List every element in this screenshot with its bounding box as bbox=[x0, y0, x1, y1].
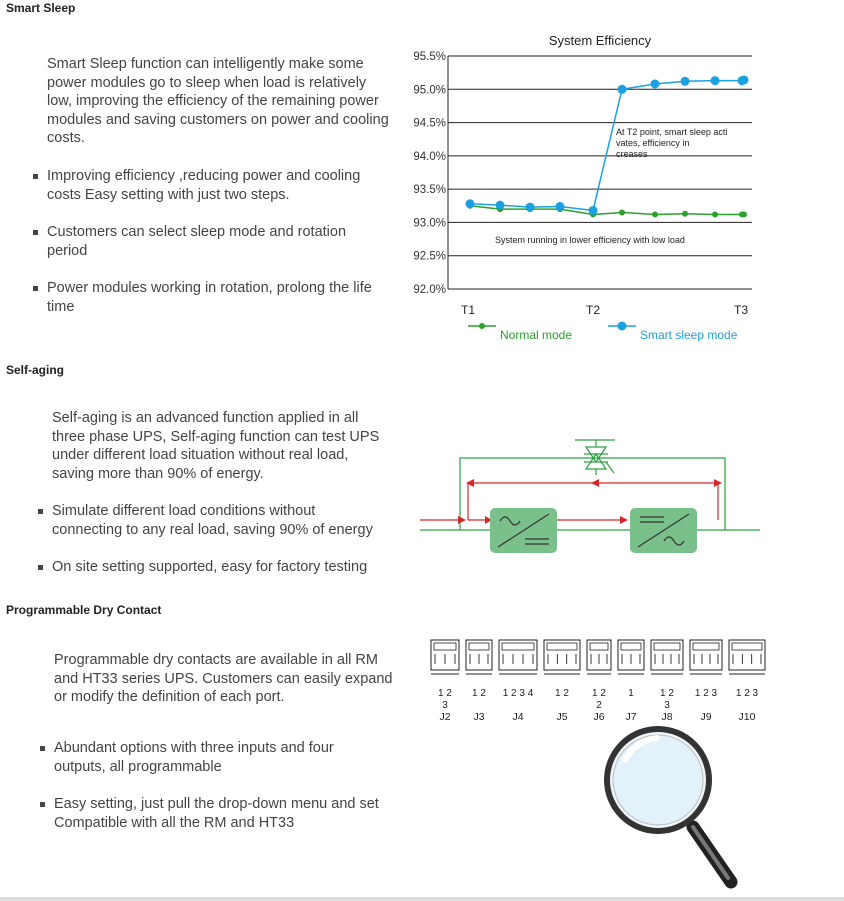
connector-latch bbox=[434, 643, 456, 650]
bullet-dot-icon bbox=[33, 174, 38, 179]
connector-label: J7 bbox=[625, 711, 637, 723]
connector-pins-label: 1 2 bbox=[555, 688, 569, 699]
legend-marker bbox=[479, 323, 485, 329]
series-line bbox=[470, 80, 744, 210]
section-title-smart-sleep: Smart Sleep bbox=[6, 1, 76, 15]
connector-label: J9 bbox=[700, 711, 712, 723]
dry-contact-diagram bbox=[425, 630, 770, 895]
y-tick-label: 95.5% bbox=[413, 51, 446, 63]
section-title-self-aging: Self-aging bbox=[6, 363, 65, 377]
connector-label: J5 bbox=[556, 711, 568, 723]
connector-pins-label: 1 2 3 bbox=[735, 688, 759, 699]
y-tick-label: 95.0% bbox=[413, 84, 446, 97]
connector-latch bbox=[654, 643, 680, 650]
connector-pins-label: 1 bbox=[628, 688, 634, 699]
data-point bbox=[740, 75, 749, 84]
connector-pins-label: 1 2 3 4 bbox=[502, 688, 534, 699]
series-line bbox=[470, 206, 744, 215]
connector-latch bbox=[469, 643, 489, 650]
legend-marker bbox=[618, 322, 627, 331]
connector-j9 bbox=[690, 640, 722, 723]
bullet-text: Simulate different load conditions without connecting to any real load, saving 90% of energy bbox=[52, 503, 373, 538]
data-point bbox=[589, 206, 598, 215]
connector-j3 bbox=[466, 640, 492, 723]
connector-label: J3 bbox=[473, 711, 485, 723]
connector-j7 bbox=[618, 640, 644, 723]
connector-pins-label: 1 2 bbox=[592, 688, 606, 699]
bullet-dot-icon bbox=[33, 230, 38, 235]
x-tick-label: T3 bbox=[733, 303, 749, 317]
self-aging-diagram bbox=[420, 435, 765, 560]
y-axis-labels bbox=[413, 51, 446, 296]
efficiency-chart bbox=[400, 28, 770, 348]
data-point bbox=[618, 85, 627, 94]
bullet-text: On site setting supported, easy for factory testing bbox=[52, 559, 368, 575]
data-point bbox=[619, 209, 625, 215]
connector-label: J8 bbox=[661, 711, 673, 723]
data-point bbox=[526, 203, 535, 212]
connector-j10 bbox=[729, 640, 765, 723]
connector-j5 bbox=[544, 640, 580, 723]
data-point bbox=[496, 201, 505, 210]
bullet-text: Abundant options with three inputs and four outputs, all programmable bbox=[54, 740, 334, 775]
inverter-icon bbox=[630, 508, 697, 553]
legend-label: Normal mode bbox=[500, 328, 573, 342]
connector-pins-label: 1 2 bbox=[660, 688, 674, 699]
bullet-dot-icon bbox=[33, 286, 38, 291]
connector-latch bbox=[590, 643, 608, 650]
data-point bbox=[712, 211, 718, 217]
annotation-low-load: System running in lower efficiency with low load bbox=[495, 235, 685, 245]
connector-latch bbox=[547, 643, 577, 650]
connector-latch bbox=[502, 643, 534, 650]
connector-pins-label: 2 bbox=[596, 700, 602, 711]
x-tick-label: T1 bbox=[460, 303, 476, 317]
connector-latch bbox=[732, 643, 762, 650]
connector-label: J4 bbox=[512, 711, 524, 723]
connector-pins-label: 1 2 3 bbox=[694, 688, 718, 699]
footer-divider bbox=[0, 897, 844, 901]
y-tick-label: 93.0% bbox=[413, 217, 446, 230]
data-point bbox=[741, 211, 747, 217]
bullet-dot-icon bbox=[38, 509, 43, 514]
annotation-t2: At T2 point, smart sleep acti vates, efficiency in creases bbox=[616, 127, 728, 159]
x-tick-label: T2 bbox=[585, 303, 601, 317]
smart-sleep-intro: Smart Sleep function can intelligently make some power modules go to sleep when load is relatively low, improving the efficiency of the remaining power modules and saving customers on power and cooling costs. bbox=[47, 56, 389, 146]
y-tick-label: 93.5% bbox=[413, 184, 446, 197]
y-grid bbox=[448, 56, 752, 289]
connector-strip bbox=[431, 640, 765, 723]
data-point bbox=[651, 79, 660, 88]
connector-label: J2 bbox=[439, 711, 451, 723]
chart-series bbox=[466, 75, 749, 217]
bullet-dot-icon bbox=[40, 746, 45, 751]
data-point bbox=[466, 199, 475, 208]
data-point bbox=[681, 77, 690, 86]
connector-pins-label: 1 2 bbox=[438, 688, 452, 699]
connector-latch bbox=[693, 643, 719, 650]
y-tick-label: 94.0% bbox=[413, 150, 446, 163]
y-tick-label: 94.5% bbox=[413, 117, 446, 130]
bullet-dot-icon bbox=[40, 802, 45, 807]
connector-pins-label: 3 bbox=[442, 700, 448, 711]
connector-j8 bbox=[651, 640, 683, 723]
legend-label: Smart sleep mode bbox=[640, 328, 738, 342]
data-point bbox=[556, 202, 565, 211]
connector-j6 bbox=[587, 640, 611, 723]
bullet-text: Improving efficiency ,reducing power and cooling costs Easy setting with just two steps. bbox=[47, 168, 361, 203]
connector-pins-label: 1 2 bbox=[472, 688, 486, 699]
connector-pins-label: 3 bbox=[664, 700, 670, 711]
bullet-text: Customers can select sleep mode and rotation period bbox=[47, 224, 347, 259]
x-axis-labels bbox=[461, 303, 748, 317]
connector-label: J6 bbox=[593, 711, 605, 723]
rectifier-icon bbox=[490, 508, 557, 553]
self-aging-intro: Self-aging is an advanced function applied in all three phase UPS, Self-aging function can test UPS under different load situation without real load, saving more than 90% of energy. bbox=[52, 410, 380, 482]
connector-label: J10 bbox=[738, 711, 756, 723]
connector-latch bbox=[621, 643, 641, 650]
data-point bbox=[711, 76, 720, 85]
bullet-text: Easy setting, just pull the drop-down menu and set Compatible with all the RM and HT33 bbox=[54, 796, 379, 831]
chart-title: System Efficiency bbox=[548, 33, 652, 48]
data-point bbox=[682, 211, 688, 217]
connector-j2 bbox=[431, 640, 459, 723]
y-tick-label: 92.0% bbox=[413, 284, 446, 296]
data-point bbox=[652, 211, 658, 217]
section-title-dry-contact: Programmable Dry Contact bbox=[6, 603, 162, 617]
bullet-dot-icon bbox=[38, 565, 43, 570]
connector-j4 bbox=[499, 640, 537, 723]
magnifier-icon bbox=[607, 729, 731, 882]
y-tick-label: 92.5% bbox=[413, 250, 446, 263]
dry-contact-intro: Programmable dry contacts are available in all RM and HT33 series UPS. Customers can easily expand or modify the definition of each port. bbox=[54, 652, 393, 705]
chart-legend bbox=[468, 322, 738, 343]
bullet-text: Power modules working in rotation, prolong the life time bbox=[47, 280, 372, 315]
